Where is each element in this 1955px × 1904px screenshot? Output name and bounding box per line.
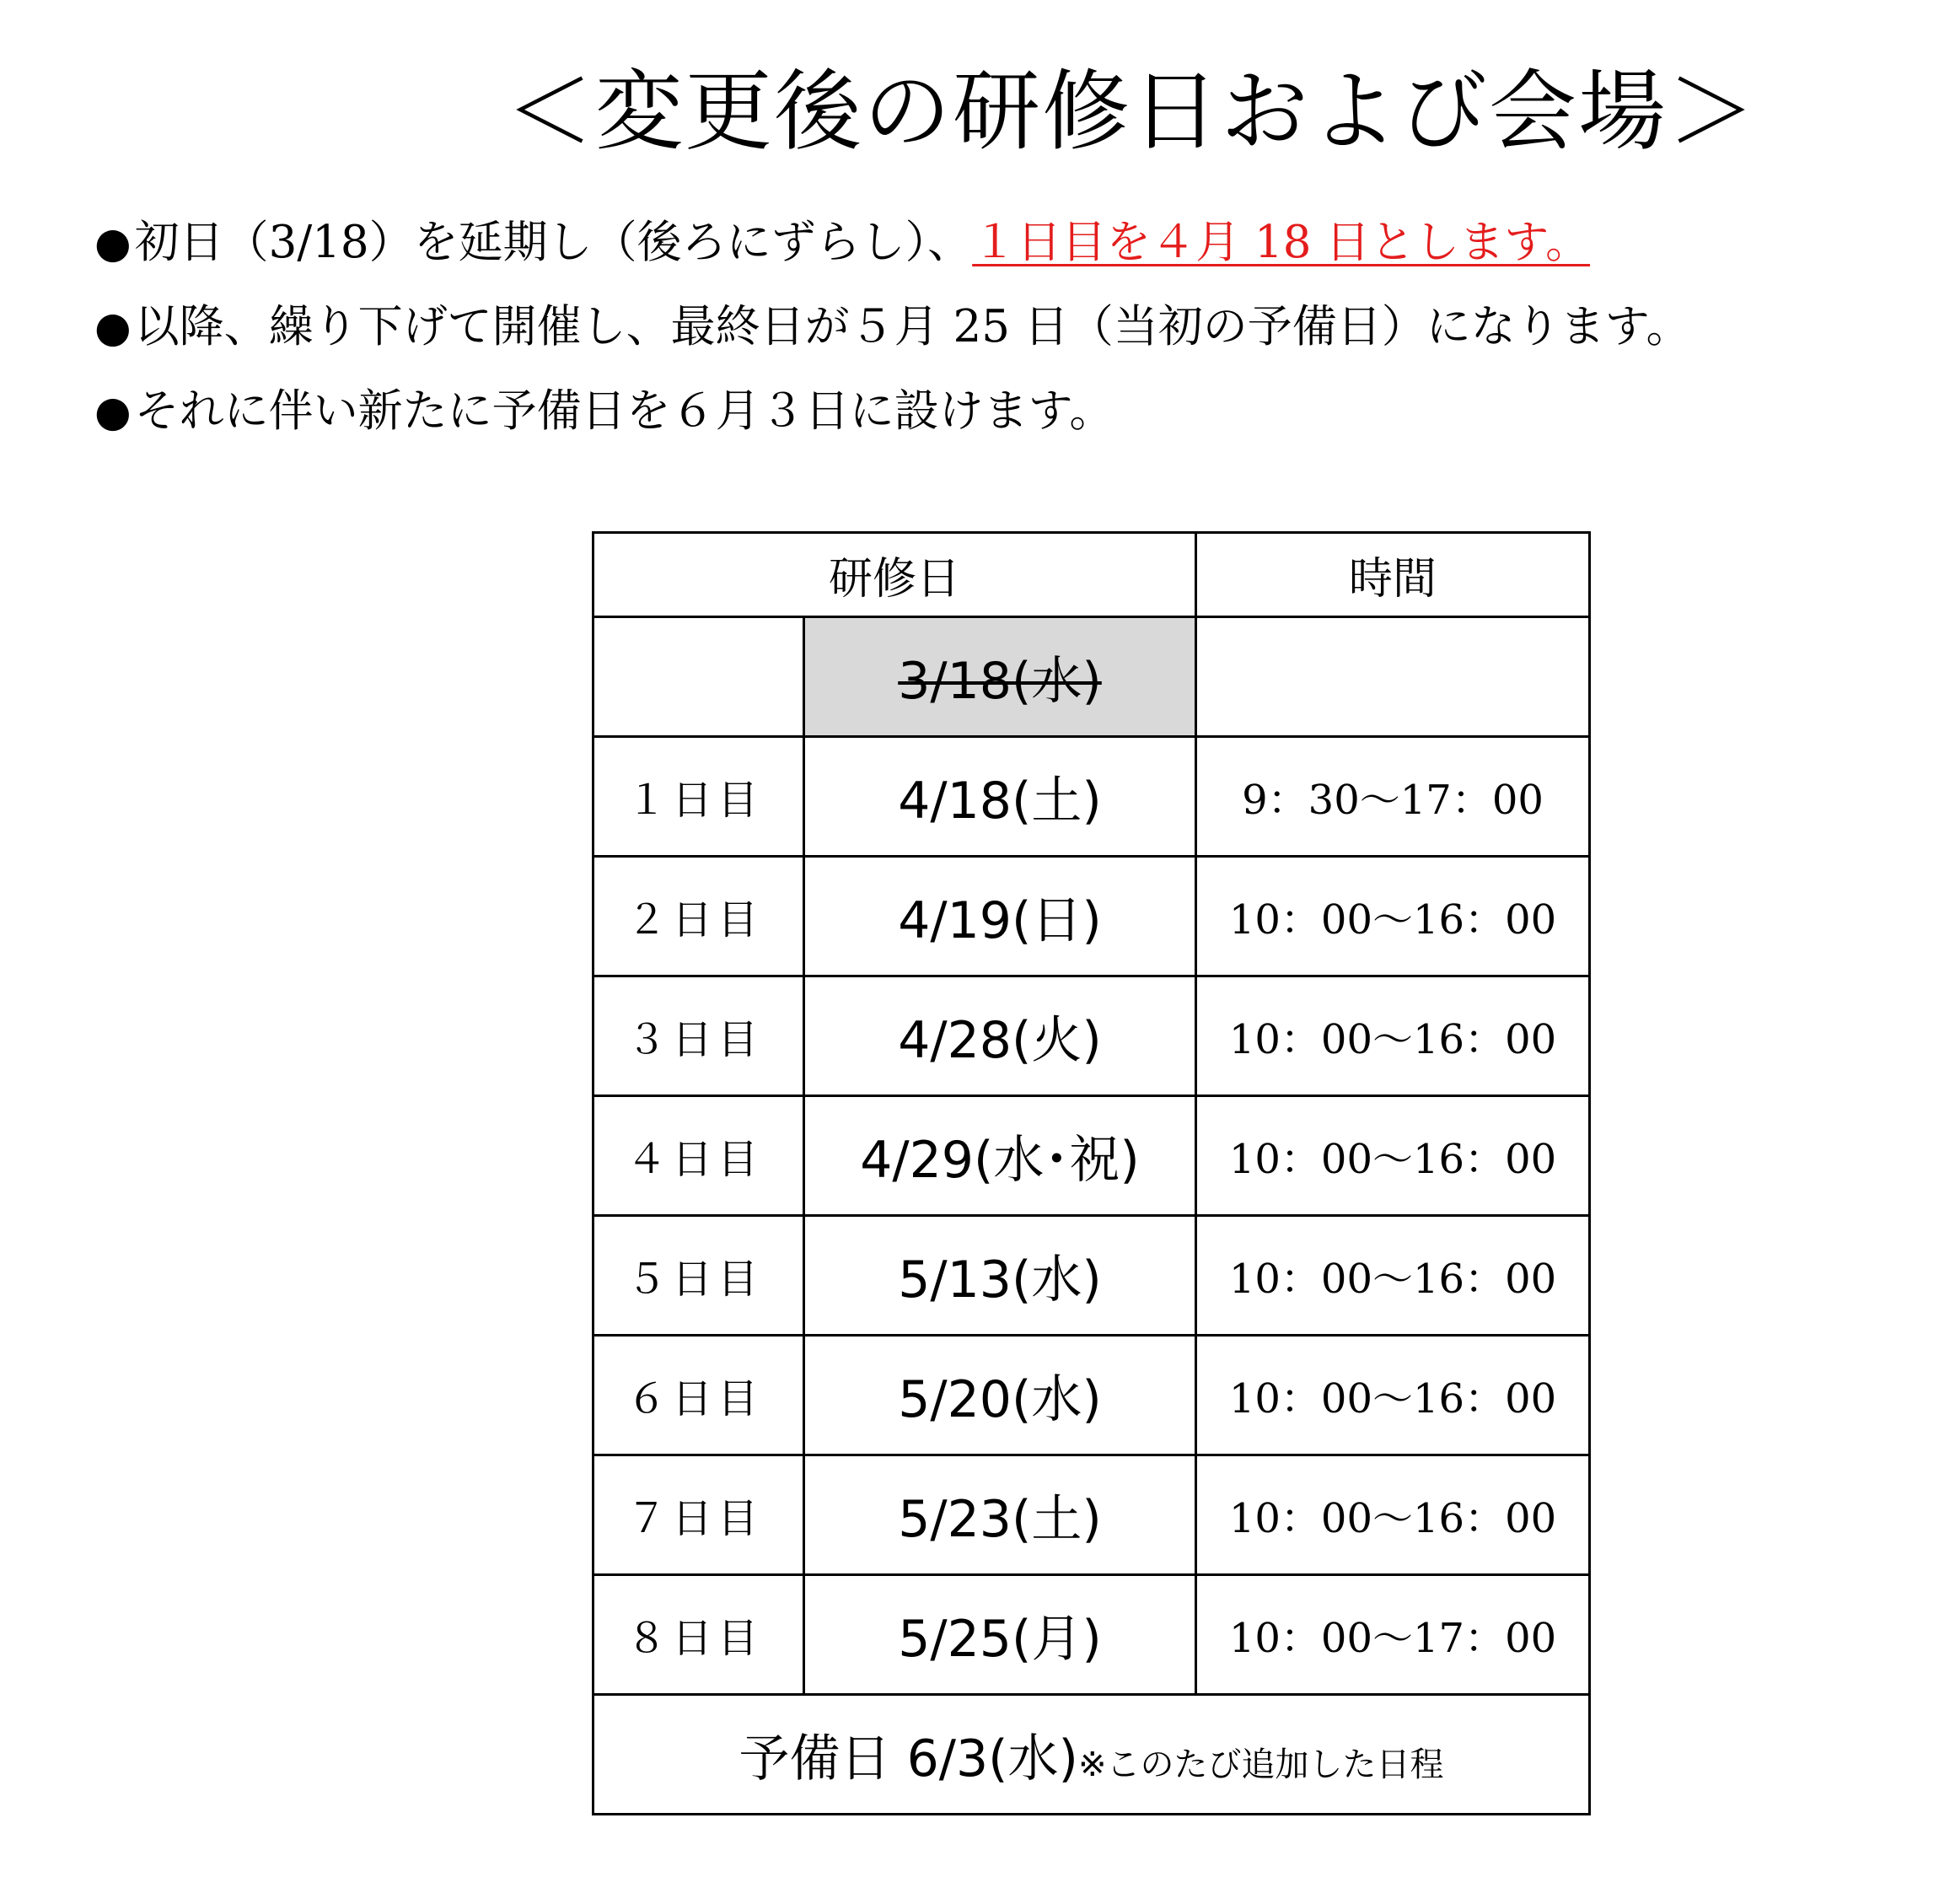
day-label: ５日目 [593, 1216, 804, 1336]
cancelled-day-cell [593, 617, 804, 737]
bullet-icon: ● [94, 218, 132, 267]
cancelled-time-cell [1196, 617, 1590, 737]
header-time: 時間 [1196, 533, 1590, 617]
time-cell: 10：00～17：00 [1196, 1575, 1590, 1695]
time-cell: 9：30～17：00 [1196, 737, 1590, 857]
date-cell: 5/20(水) [804, 1336, 1196, 1455]
reserve-note: ※このたび追加した日程 [1077, 1745, 1444, 1784]
notice-text-3: それに伴い新たに予備日を６月３日に設けます。 [134, 385, 1114, 437]
notice-text-2: 以降、繰り下げて開催し、最終日が５月 25 日（当初の予備日）になります。 [134, 301, 1691, 352]
notice-item-1 [94, 201, 1949, 285]
time-cell: 10：00～16：00 [1196, 1216, 1590, 1336]
reserve-row [593, 1695, 1590, 1815]
table-row [593, 737, 1590, 857]
schedule-table [592, 531, 1591, 1815]
time-cell: 10：00～16：00 [1196, 1096, 1590, 1216]
bullet-icon: ● [94, 387, 132, 436]
day-label: ６日目 [593, 1336, 804, 1455]
day-label: ７日目 [593, 1455, 804, 1575]
table-row [593, 1575, 1590, 1695]
time-cell: 10：00～16：00 [1196, 976, 1590, 1096]
table-row [593, 1096, 1590, 1216]
date-cell: 5/25(月) [804, 1575, 1196, 1695]
cancelled-date: 3/18(水) [804, 617, 1196, 737]
time-cell: 10：00～16：00 [1196, 1336, 1590, 1455]
reserve-label: 予備日 6/3(水) [738, 1729, 1078, 1788]
header-date: 研修日 [593, 533, 1196, 617]
time-cell: 10：00～16：00 [1196, 1455, 1590, 1575]
table-row [593, 1336, 1590, 1455]
cancelled-row [593, 617, 1590, 737]
reserve-cell [593, 1695, 1590, 1815]
notice-item-3 [94, 369, 1949, 454]
table-header-row [593, 533, 1590, 617]
day-label: ４日目 [593, 1096, 804, 1216]
date-cell: 5/13(水) [804, 1216, 1196, 1336]
table-row [593, 857, 1590, 976]
bullet-icon: ● [94, 303, 132, 352]
notice-item-2 [94, 285, 1949, 369]
table-row [593, 1216, 1590, 1336]
date-cell: 4/19(日) [804, 857, 1196, 976]
date-cell: 4/18(土) [804, 737, 1196, 857]
notice-text-1: 初日（3/18）を延期し（後ろにずらし）、 [134, 217, 973, 268]
day-label: １日目 [593, 737, 804, 857]
day-label: ８日目 [593, 1575, 804, 1695]
time-cell: 10：00～16：00 [1196, 857, 1590, 976]
date-cell: 5/23(土) [804, 1455, 1196, 1575]
day-label: ２日目 [593, 857, 804, 976]
table-row [593, 976, 1590, 1096]
notice-highlight: １日目を４月 18 日とします。 [972, 217, 1591, 268]
day-label: ３日目 [593, 976, 804, 1096]
page-title: ＜変更後の研修日および会場＞ [506, 60, 1758, 163]
notice-list [94, 201, 1949, 454]
date-cell: 4/29(水･祝) [804, 1096, 1196, 1216]
date-cell: 4/28(火) [804, 976, 1196, 1096]
table-row [593, 1455, 1590, 1575]
